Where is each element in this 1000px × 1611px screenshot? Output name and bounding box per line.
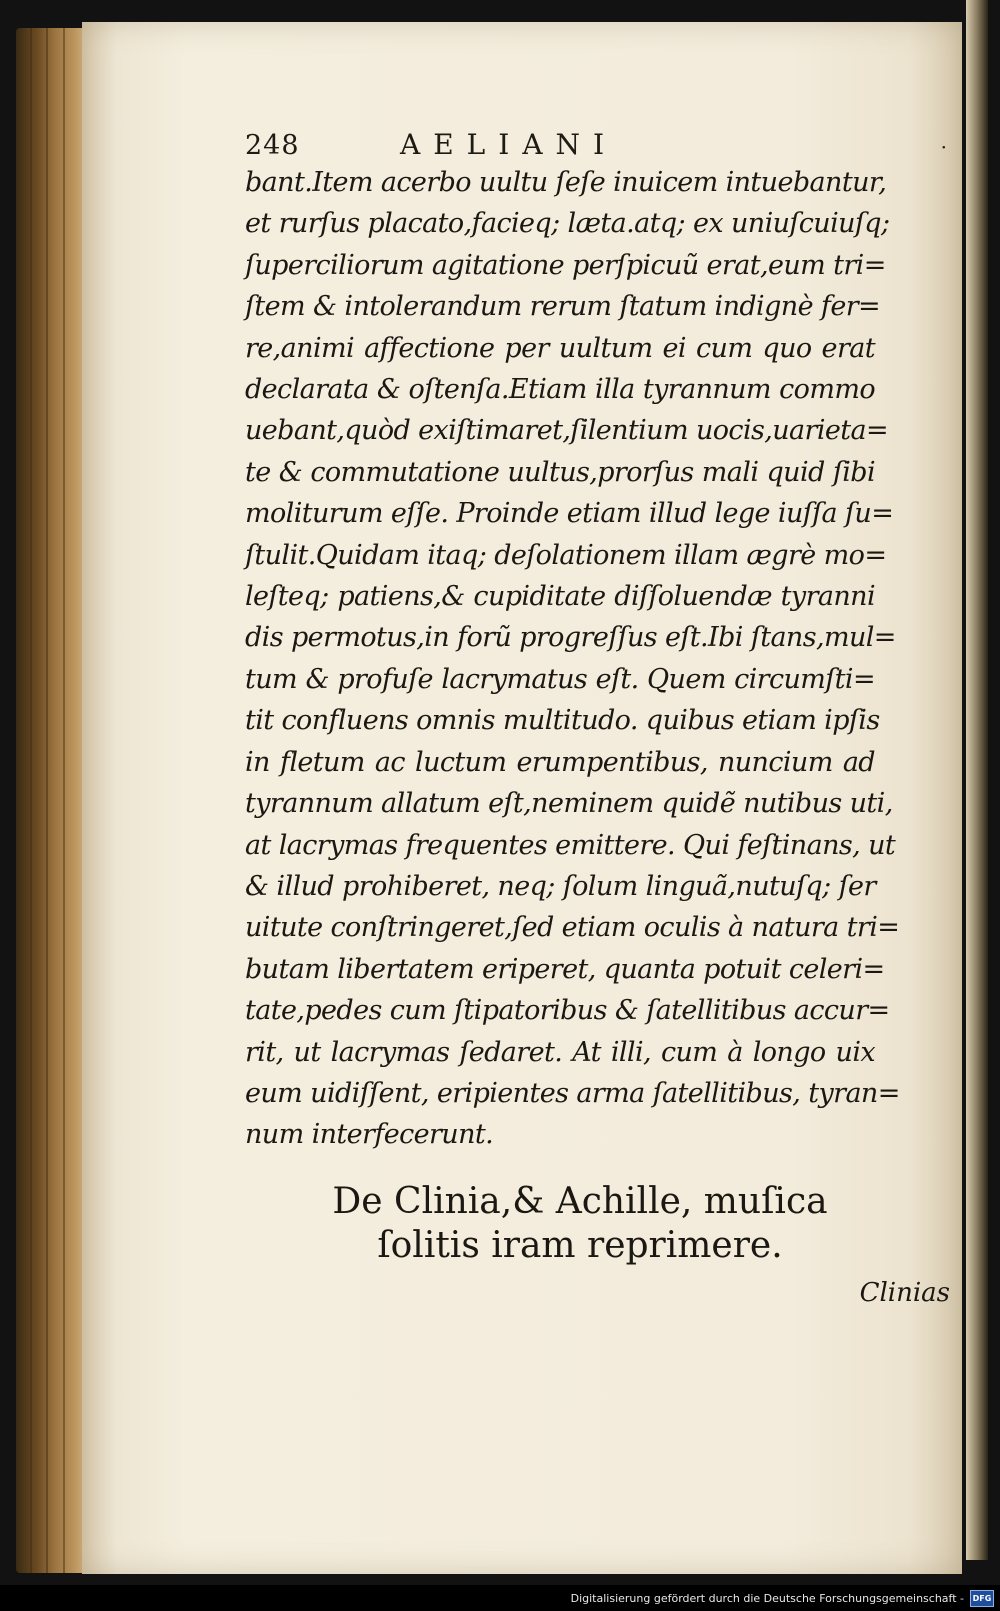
section-heading	[300, 1180, 860, 1268]
page-content	[245, 128, 965, 1156]
text-line: ſuperciliorum agitatione perſpicuũ erat,eum tri=	[245, 249, 886, 281]
text-line: tyrannum allatum eſt,neminem quidẽ nutibus uti,	[245, 788, 893, 820]
page-fore-edge	[966, 0, 988, 1560]
text-line: rit, ut lacrymas ſedaret. At illi, cum à longo uix	[245, 1036, 875, 1068]
text-line: tate,pedes cum ſtipatoribus & ſatellitibus accur=	[245, 995, 890, 1027]
text-line: re,animi affectione per uultum ei cum quo erat	[245, 332, 875, 364]
text-line: butam libertatem eriperet, quanta potuit celeri=	[245, 953, 885, 985]
text-line: num interfecerunt.	[245, 1119, 494, 1151]
text-line: ſtem & intolerandum rerum ſtatum indignè fer=	[245, 291, 881, 323]
text-line: at lacrymas frequentes emittere. Qui feſtinans, ut	[245, 829, 896, 861]
text-line: te & commutatione uultus,prorſus mali quid ſibi	[245, 456, 875, 488]
text-line: moliturum eſſe. Proinde etiam illud lege iuſſa ſu=	[245, 498, 894, 530]
head-mark: ·	[940, 135, 947, 159]
section-block	[240, 1180, 960, 1308]
book-spine-edge	[16, 28, 86, 1573]
text-line: uitute conſtringeret,ſed etiam oculis à natura tri=	[245, 912, 900, 944]
text-line: dis permotus,in forũ progreſſus eſt.Ibi ſtans,mul=	[245, 622, 896, 654]
funding-credit: Digitalisierung gefördert durch die Deutsche Forschungsgemeinschaft -	[570, 1591, 964, 1605]
text-line: tit confluens omnis multitudo. quibus etiam ipſis	[245, 705, 880, 737]
text-line: declarata & oſtenſa.Etiam illa tyrannum commo	[245, 374, 875, 406]
text-line: eum uidiſſent, eripientes arma ſatellitibus, tyran=	[245, 1077, 900, 1109]
running-title: AELIANI	[400, 128, 618, 161]
dfg-logo-icon: DFG	[970, 1590, 994, 1607]
text-line: uebant,quòd exiſtimaret,ſilentium uocis,uarieta=	[245, 415, 889, 447]
page-number: 248	[245, 130, 300, 161]
catchword: Clinias	[859, 1278, 950, 1308]
text-line: bant.Item acerbo uultu ſeſe inuicem intuebantur,	[245, 167, 887, 198]
text-line: leſteq; patiens,& cupiditate diſſoluendæ tyranni	[245, 581, 875, 613]
running-head	[245, 128, 965, 160]
text-line: ſtulit.Quidam itaq; deſolationem illam ægrè mo=	[245, 539, 887, 571]
text-line: in fletum ac luctum erumpentibus, nuncium ad	[245, 746, 875, 778]
text-line: et rurſus placato,facieq; læta.atq; ex uniuſcuiuſq;	[245, 208, 890, 240]
section-heading-line: ſolitis iram reprimere.	[377, 1225, 783, 1266]
text-line: tum & profuſe lacrymatus eſt. Quem circumſti=	[245, 663, 875, 695]
section-heading-line: De Clinia,& Achille, muſica	[332, 1181, 828, 1222]
text-line: & illud prohiberet, neq; ſolum linguã,nutuſq; ſer	[245, 870, 876, 902]
footer-bar	[0, 1585, 1000, 1611]
body-text	[245, 162, 900, 1156]
